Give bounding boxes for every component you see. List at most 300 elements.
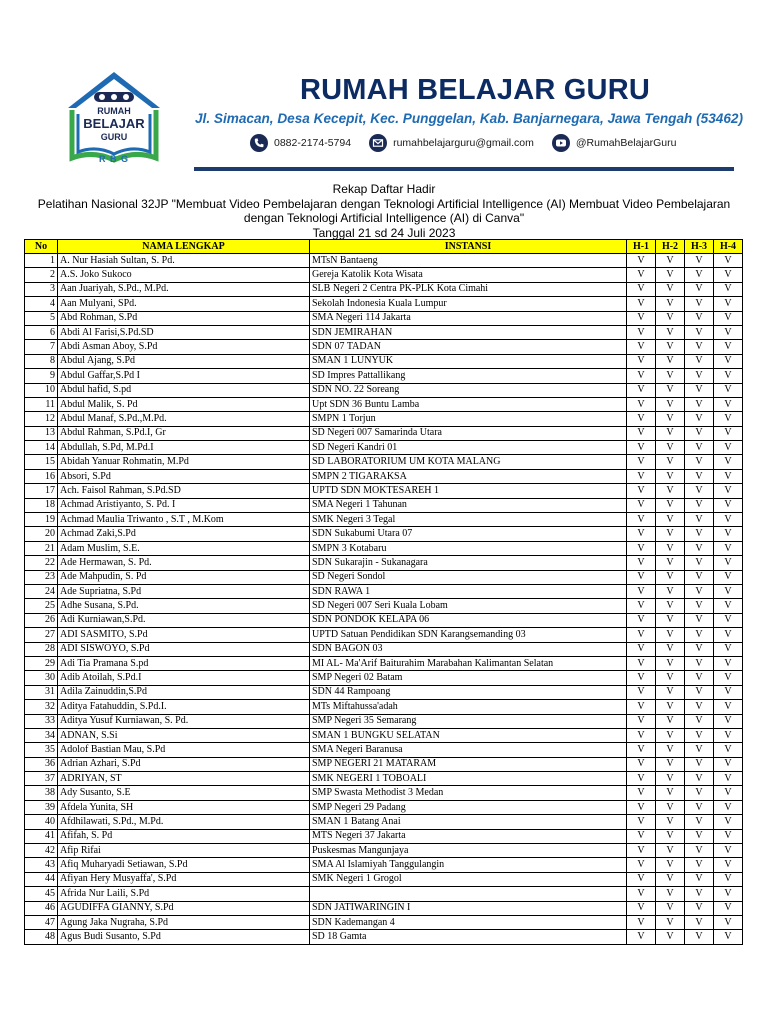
- day-4-mark: V: [714, 599, 743, 613]
- phone-icon: [250, 134, 268, 152]
- day-2-mark: V: [656, 412, 685, 426]
- participant-name: Absori, S.Pd: [58, 469, 310, 483]
- day-4-mark: V: [714, 728, 743, 742]
- day-3-mark: V: [685, 469, 714, 483]
- participant-name: Afiyan Hery Musyaffa', S.Pd: [58, 872, 310, 886]
- day-2-mark: V: [656, 383, 685, 397]
- day-4-mark: V: [714, 628, 743, 642]
- day-1-mark: V: [627, 671, 656, 685]
- participant-name: A. Nur Hasiah Sultan, S. Pd.: [58, 254, 310, 268]
- row-number: 38: [25, 786, 58, 800]
- day-1-mark: V: [627, 628, 656, 642]
- table-row: [25, 858, 743, 872]
- institution: SD LABORATORIUM UM KOTA MALANG: [310, 455, 627, 469]
- day-3-mark: V: [685, 772, 714, 786]
- participant-name: Agung Jaka Nugraha, S.Pd: [58, 915, 310, 929]
- day-2-mark: V: [656, 930, 685, 944]
- day-1-mark: V: [627, 815, 656, 829]
- institution: Sekolah Indonesia Kuala Lumpur: [310, 297, 627, 311]
- institution: SMP Negeri 35 Semarang: [310, 714, 627, 728]
- day-3-mark: V: [685, 412, 714, 426]
- institution: SMP Negeri 02 Batam: [310, 671, 627, 685]
- day-2-mark: V: [656, 455, 685, 469]
- day-4-mark: V: [714, 541, 743, 555]
- report-title: [20, 182, 748, 240]
- participant-name: Adi Kurniawan,S.Pd.: [58, 613, 310, 627]
- org-name: RUMAH BELAJAR GURU: [300, 74, 650, 106]
- institution: MI AL- Ma'Arif Baiturahim Marabahan Kalimantan Selatan: [310, 656, 627, 670]
- day-3-mark: V: [685, 915, 714, 929]
- col-header-day-1: H-1: [627, 240, 656, 254]
- day-3-mark: V: [685, 628, 714, 642]
- day-3-mark: V: [685, 613, 714, 627]
- row-number: 18: [25, 498, 58, 512]
- row-number: 12: [25, 412, 58, 426]
- day-2-mark: V: [656, 901, 685, 915]
- table-row: [25, 325, 743, 339]
- day-3-mark: V: [685, 455, 714, 469]
- day-4-mark: V: [714, 930, 743, 944]
- day-2-mark: V: [656, 728, 685, 742]
- day-4-mark: V: [714, 570, 743, 584]
- table-row: [25, 743, 743, 757]
- institution: [310, 887, 627, 901]
- table-row: [25, 383, 743, 397]
- day-4-mark: V: [714, 915, 743, 929]
- participant-name: Afiq Muharyadi Setiawan, S.Pd: [58, 858, 310, 872]
- day-3-mark: V: [685, 743, 714, 757]
- day-3-mark: V: [685, 887, 714, 901]
- day-2-mark: V: [656, 628, 685, 642]
- report-title-line-2: Pelatihan Nasional 32JP "Membuat Video Pembelajaran dengan Teknologi Artificial Intelligence (AI) Membuat Video Pembelajaran: [37, 196, 731, 211]
- day-3-mark: V: [685, 426, 714, 440]
- youtube-text: @RumahBelajarGuru: [575, 137, 677, 149]
- institution: SDN 07 TADAN: [310, 340, 627, 354]
- day-1-mark: V: [627, 426, 656, 440]
- day-2-mark: V: [656, 325, 685, 339]
- institution: SMP Negeri 29 Padang: [310, 800, 627, 814]
- email-text: rumahbelajarguru@gmail.com: [393, 137, 534, 149]
- day-1-mark: V: [627, 498, 656, 512]
- day-1-mark: V: [627, 656, 656, 670]
- row-number: 31: [25, 685, 58, 699]
- day-3-mark: V: [685, 354, 714, 368]
- row-number: 3: [25, 282, 58, 296]
- day-2-mark: V: [656, 829, 685, 843]
- row-number: 47: [25, 915, 58, 929]
- day-3-mark: V: [685, 656, 714, 670]
- institution: SD Negeri 007 Seri Kuala Lobam: [310, 599, 627, 613]
- day-1-mark: V: [627, 728, 656, 742]
- institution: SMPN 2 TIGARAKSA: [310, 469, 627, 483]
- day-3-mark: V: [685, 700, 714, 714]
- org-address: Jl. Simacan, Desa Kecepit, Kec. Punggelan, Kab. Banjarnegara, Jawa Tengah (53462): [195, 111, 743, 126]
- row-number: 20: [25, 527, 58, 541]
- institution: SMAN 1 Batang Anai: [310, 815, 627, 829]
- table-row: [25, 354, 743, 368]
- day-1-mark: V: [627, 829, 656, 843]
- day-3-mark: V: [685, 599, 714, 613]
- table-row: [25, 527, 743, 541]
- table-row: [25, 815, 743, 829]
- table-row: [25, 570, 743, 584]
- participant-name: Abdul Gaffar,S.Pd I: [58, 369, 310, 383]
- table-row: [25, 887, 743, 901]
- participant-name: Aan Mulyani, SPd.: [58, 297, 310, 311]
- day-1-mark: V: [627, 311, 656, 325]
- day-1-mark: V: [627, 541, 656, 555]
- day-2-mark: V: [656, 786, 685, 800]
- row-number: 15: [25, 455, 58, 469]
- table-row: [25, 311, 743, 325]
- day-4-mark: V: [714, 325, 743, 339]
- day-3-mark: V: [685, 786, 714, 800]
- table-row: [25, 757, 743, 771]
- participant-name: Abdul Ajang, S.Pd: [58, 354, 310, 368]
- day-1-mark: V: [627, 340, 656, 354]
- day-1-mark: V: [627, 455, 656, 469]
- table-row: [25, 254, 743, 268]
- day-1-mark: V: [627, 757, 656, 771]
- day-3-mark: V: [685, 397, 714, 411]
- institution: SMA Negeri 114 Jakarta: [310, 311, 627, 325]
- day-2-mark: V: [656, 556, 685, 570]
- day-1-mark: V: [627, 930, 656, 944]
- row-number: 36: [25, 757, 58, 771]
- day-4-mark: V: [714, 268, 743, 282]
- day-4-mark: V: [714, 498, 743, 512]
- day-4-mark: V: [714, 254, 743, 268]
- day-2-mark: V: [656, 498, 685, 512]
- day-1-mark: V: [627, 642, 656, 656]
- table-row: [25, 656, 743, 670]
- contact-youtube: [552, 134, 677, 152]
- participant-name: Ade Hermawan, S. Pd.: [58, 556, 310, 570]
- day-2-mark: V: [656, 656, 685, 670]
- day-1-mark: V: [627, 872, 656, 886]
- row-number: 46: [25, 901, 58, 915]
- day-2-mark: V: [656, 469, 685, 483]
- day-1-mark: V: [627, 613, 656, 627]
- day-1-mark: V: [627, 901, 656, 915]
- day-3-mark: V: [685, 844, 714, 858]
- day-1-mark: V: [627, 858, 656, 872]
- day-3-mark: V: [685, 527, 714, 541]
- day-1-mark: V: [627, 915, 656, 929]
- day-2-mark: V: [656, 541, 685, 555]
- participant-name: Aan Juariyah, S.Pd., M.Pd.: [58, 282, 310, 296]
- day-2-mark: V: [656, 441, 685, 455]
- table-row: [25, 728, 743, 742]
- day-2-mark: V: [656, 484, 685, 498]
- col-header-day-3: H-3: [685, 240, 714, 254]
- day-1-mark: V: [627, 469, 656, 483]
- institution: SDN RAWA 1: [310, 584, 627, 598]
- day-3-mark: V: [685, 858, 714, 872]
- day-4-mark: V: [714, 656, 743, 670]
- day-3-mark: V: [685, 930, 714, 944]
- row-number: 21: [25, 541, 58, 555]
- participant-name: Afdhilawati, S.Pd., M.Pd.: [58, 815, 310, 829]
- day-3-mark: V: [685, 513, 714, 527]
- day-4-mark: V: [714, 685, 743, 699]
- row-number: 35: [25, 743, 58, 757]
- day-2-mark: V: [656, 685, 685, 699]
- day-1-mark: V: [627, 844, 656, 858]
- day-2-mark: V: [656, 599, 685, 613]
- day-3-mark: V: [685, 685, 714, 699]
- table-row: [25, 412, 743, 426]
- participant-name: Abdul hafid, S.pd: [58, 383, 310, 397]
- day-4-mark: V: [714, 527, 743, 541]
- participant-name: Achmad Zaki,S.Pd: [58, 527, 310, 541]
- table-header-row: [25, 240, 743, 254]
- participant-name: ADRIYAN, ST: [58, 772, 310, 786]
- day-4-mark: V: [714, 700, 743, 714]
- report-title-line-3: dengan Teknologi Artificial Intelligence (AI) di Canva": [243, 211, 525, 225]
- institution: SMA Negeri 1 Tahunan: [310, 498, 627, 512]
- participant-name: Abdullah, S.Pd, M.Pd.I: [58, 441, 310, 455]
- day-1-mark: V: [627, 527, 656, 541]
- institution: MTs Miftahussa'adah: [310, 700, 627, 714]
- day-2-mark: V: [656, 844, 685, 858]
- day-1-mark: V: [627, 743, 656, 757]
- table-row: [25, 484, 743, 498]
- day-4-mark: V: [714, 556, 743, 570]
- row-number: 16: [25, 469, 58, 483]
- day-4-mark: V: [714, 584, 743, 598]
- day-4-mark: V: [714, 858, 743, 872]
- participant-name: ADI SISWOYO, S.Pd: [58, 642, 310, 656]
- youtube-icon: [552, 134, 570, 152]
- table-row: [25, 469, 743, 483]
- day-4-mark: V: [714, 469, 743, 483]
- day-1-mark: V: [627, 599, 656, 613]
- row-number: 48: [25, 930, 58, 944]
- day-3-mark: V: [685, 800, 714, 814]
- table-row: [25, 829, 743, 843]
- day-1-mark: V: [627, 354, 656, 368]
- day-3-mark: V: [685, 642, 714, 656]
- table-row: [25, 441, 743, 455]
- participant-name: Abdul Malik, S. Pd: [58, 397, 310, 411]
- institution: UPTD Satuan Pendidikan SDN Karangsemanding 03: [310, 628, 627, 642]
- table-row: [25, 772, 743, 786]
- row-number: 32: [25, 700, 58, 714]
- participant-name: Ade Mahpudin, S. Pd: [58, 570, 310, 584]
- participant-name: Abdi Al Farisi,S.Pd.SD: [58, 325, 310, 339]
- day-4-mark: V: [714, 887, 743, 901]
- table-row: [25, 513, 743, 527]
- row-number: 6: [25, 325, 58, 339]
- participant-name: Abdul Rahman, S.Pd.I, Gr: [58, 426, 310, 440]
- day-2-mark: V: [656, 714, 685, 728]
- institution: SDN Sukarajin - Sukanagara: [310, 556, 627, 570]
- participant-name: Adhe Susana, S.Pd.: [58, 599, 310, 613]
- day-1-mark: V: [627, 570, 656, 584]
- participant-name: Afdela Yunita, SH: [58, 800, 310, 814]
- institution: Upt SDN 36 Buntu Lamba: [310, 397, 627, 411]
- day-1-mark: V: [627, 786, 656, 800]
- institution: SDN Sukabumi Utara 07: [310, 527, 627, 541]
- day-2-mark: V: [656, 282, 685, 296]
- day-3-mark: V: [685, 297, 714, 311]
- table-row: [25, 714, 743, 728]
- day-4-mark: V: [714, 786, 743, 800]
- row-number: 9: [25, 369, 58, 383]
- institution: SMK Negeri 3 Tegal: [310, 513, 627, 527]
- day-3-mark: V: [685, 498, 714, 512]
- institution: SD Negeri 007 Samarinda Utara: [310, 426, 627, 440]
- day-1-mark: V: [627, 397, 656, 411]
- participant-name: Achmad Maulia Triwanto , S.T , M.Kom: [58, 513, 310, 527]
- day-2-mark: V: [656, 743, 685, 757]
- day-3-mark: V: [685, 268, 714, 282]
- day-3-mark: V: [685, 570, 714, 584]
- participant-name: ADI SASMITO, S.Pd: [58, 628, 310, 642]
- row-number: 5: [25, 311, 58, 325]
- day-1-mark: V: [627, 714, 656, 728]
- day-4-mark: V: [714, 455, 743, 469]
- day-3-mark: V: [685, 728, 714, 742]
- participant-name: Abidah Yanuar Rohmatin, M.Pd: [58, 455, 310, 469]
- day-2-mark: V: [656, 642, 685, 656]
- day-4-mark: V: [714, 282, 743, 296]
- day-3-mark: V: [685, 441, 714, 455]
- col-header-no: No: [25, 240, 58, 254]
- day-1-mark: V: [627, 268, 656, 282]
- day-4-mark: V: [714, 743, 743, 757]
- day-4-mark: V: [714, 872, 743, 886]
- day-3-mark: V: [685, 369, 714, 383]
- participant-name: ADNAN, S.Si: [58, 728, 310, 742]
- day-2-mark: V: [656, 800, 685, 814]
- day-3-mark: V: [685, 815, 714, 829]
- day-1-mark: V: [627, 325, 656, 339]
- participant-name: Ade Supriatna, S.Pd: [58, 584, 310, 598]
- table-row: [25, 930, 743, 944]
- row-number: 39: [25, 800, 58, 814]
- row-number: 17: [25, 484, 58, 498]
- day-4-mark: V: [714, 829, 743, 843]
- day-3-mark: V: [685, 311, 714, 325]
- table-row: [25, 599, 743, 613]
- institution: UPTD SDN MOKTESAREH 1: [310, 484, 627, 498]
- day-1-mark: V: [627, 700, 656, 714]
- institution: SD Negeri Kandri 01: [310, 441, 627, 455]
- day-4-mark: V: [714, 484, 743, 498]
- day-3-mark: V: [685, 872, 714, 886]
- logo-line-1: RUMAH: [97, 106, 131, 116]
- day-4-mark: V: [714, 397, 743, 411]
- day-1-mark: V: [627, 369, 656, 383]
- contact-bar: [250, 134, 694, 152]
- col-header-day-2: H-2: [656, 240, 685, 254]
- day-4-mark: V: [714, 800, 743, 814]
- day-2-mark: V: [656, 757, 685, 771]
- institution: SMP NEGERI 21 MATARAM: [310, 757, 627, 771]
- table-row: [25, 340, 743, 354]
- table-row: [25, 455, 743, 469]
- row-number: 1: [25, 254, 58, 268]
- day-4-mark: V: [714, 714, 743, 728]
- institution: SMA Negeri Baranusa: [310, 743, 627, 757]
- institution: SDN NO. 22 Soreang: [310, 383, 627, 397]
- row-number: 41: [25, 829, 58, 843]
- day-4-mark: V: [714, 340, 743, 354]
- table-body: [25, 254, 743, 945]
- day-4-mark: V: [714, 369, 743, 383]
- institution: SMK NEGERI 1 TOBOALI: [310, 772, 627, 786]
- table-row: [25, 628, 743, 642]
- institution: SMAN 1 LUNYUK: [310, 354, 627, 368]
- email-icon: [369, 134, 387, 152]
- day-3-mark: V: [685, 901, 714, 915]
- report-date: Tanggal 21 sd 24 Juli 2023: [312, 225, 456, 240]
- table-row: [25, 556, 743, 570]
- report-title-line-1: Rekap Daftar Hadir: [332, 182, 436, 196]
- row-number: 30: [25, 671, 58, 685]
- day-4-mark: V: [714, 412, 743, 426]
- day-1-mark: V: [627, 556, 656, 570]
- institution: SDN Kademangan 4: [310, 915, 627, 929]
- participant-name: Afip Rifai: [58, 844, 310, 858]
- table-row: [25, 800, 743, 814]
- row-number: 11: [25, 397, 58, 411]
- row-number: 19: [25, 513, 58, 527]
- row-number: 34: [25, 728, 58, 742]
- table-row: [25, 786, 743, 800]
- row-number: 14: [25, 441, 58, 455]
- header-divider: [194, 167, 734, 171]
- row-number: 37: [25, 772, 58, 786]
- row-number: 27: [25, 628, 58, 642]
- day-4-mark: V: [714, 757, 743, 771]
- row-number: 8: [25, 354, 58, 368]
- row-number: 25: [25, 599, 58, 613]
- table-row: [25, 268, 743, 282]
- row-number: 29: [25, 656, 58, 670]
- day-2-mark: V: [656, 915, 685, 929]
- participant-name: Abdul Manaf, S.Pd.,M.Pd.: [58, 412, 310, 426]
- day-1-mark: V: [627, 513, 656, 527]
- table-row: [25, 297, 743, 311]
- day-2-mark: V: [656, 397, 685, 411]
- institution: SD Impres Pattallikang: [310, 369, 627, 383]
- phone-text: 0882-2174-5794: [274, 137, 352, 149]
- col-header-name: NAMA LENGKAP: [58, 240, 310, 254]
- day-2-mark: V: [656, 772, 685, 786]
- day-1-mark: V: [627, 254, 656, 268]
- institution: SMAN 1 BUNGKU SELATAN: [310, 728, 627, 742]
- institution: Gereja Katolik Kota Wisata: [310, 268, 627, 282]
- participant-name: Adrian Azhari, S.Pd: [58, 757, 310, 771]
- row-number: 45: [25, 887, 58, 901]
- institution: SDN BAGON 03: [310, 642, 627, 656]
- participant-name: Aditya Yusuf Kurniawan, S. Pd.: [58, 714, 310, 728]
- day-2-mark: V: [656, 613, 685, 627]
- participant-name: Adolof Bastian Mau, S.Pd: [58, 743, 310, 757]
- day-2-mark: V: [656, 700, 685, 714]
- day-1-mark: V: [627, 685, 656, 699]
- day-3-mark: V: [685, 325, 714, 339]
- institution: SDN PONDOK KELAPA 06: [310, 613, 627, 627]
- day-4-mark: V: [714, 613, 743, 627]
- day-3-mark: V: [685, 282, 714, 296]
- participant-name: Achmad Aristiyanto, S. Pd. I: [58, 498, 310, 512]
- table-row: [25, 369, 743, 383]
- day-2-mark: V: [656, 311, 685, 325]
